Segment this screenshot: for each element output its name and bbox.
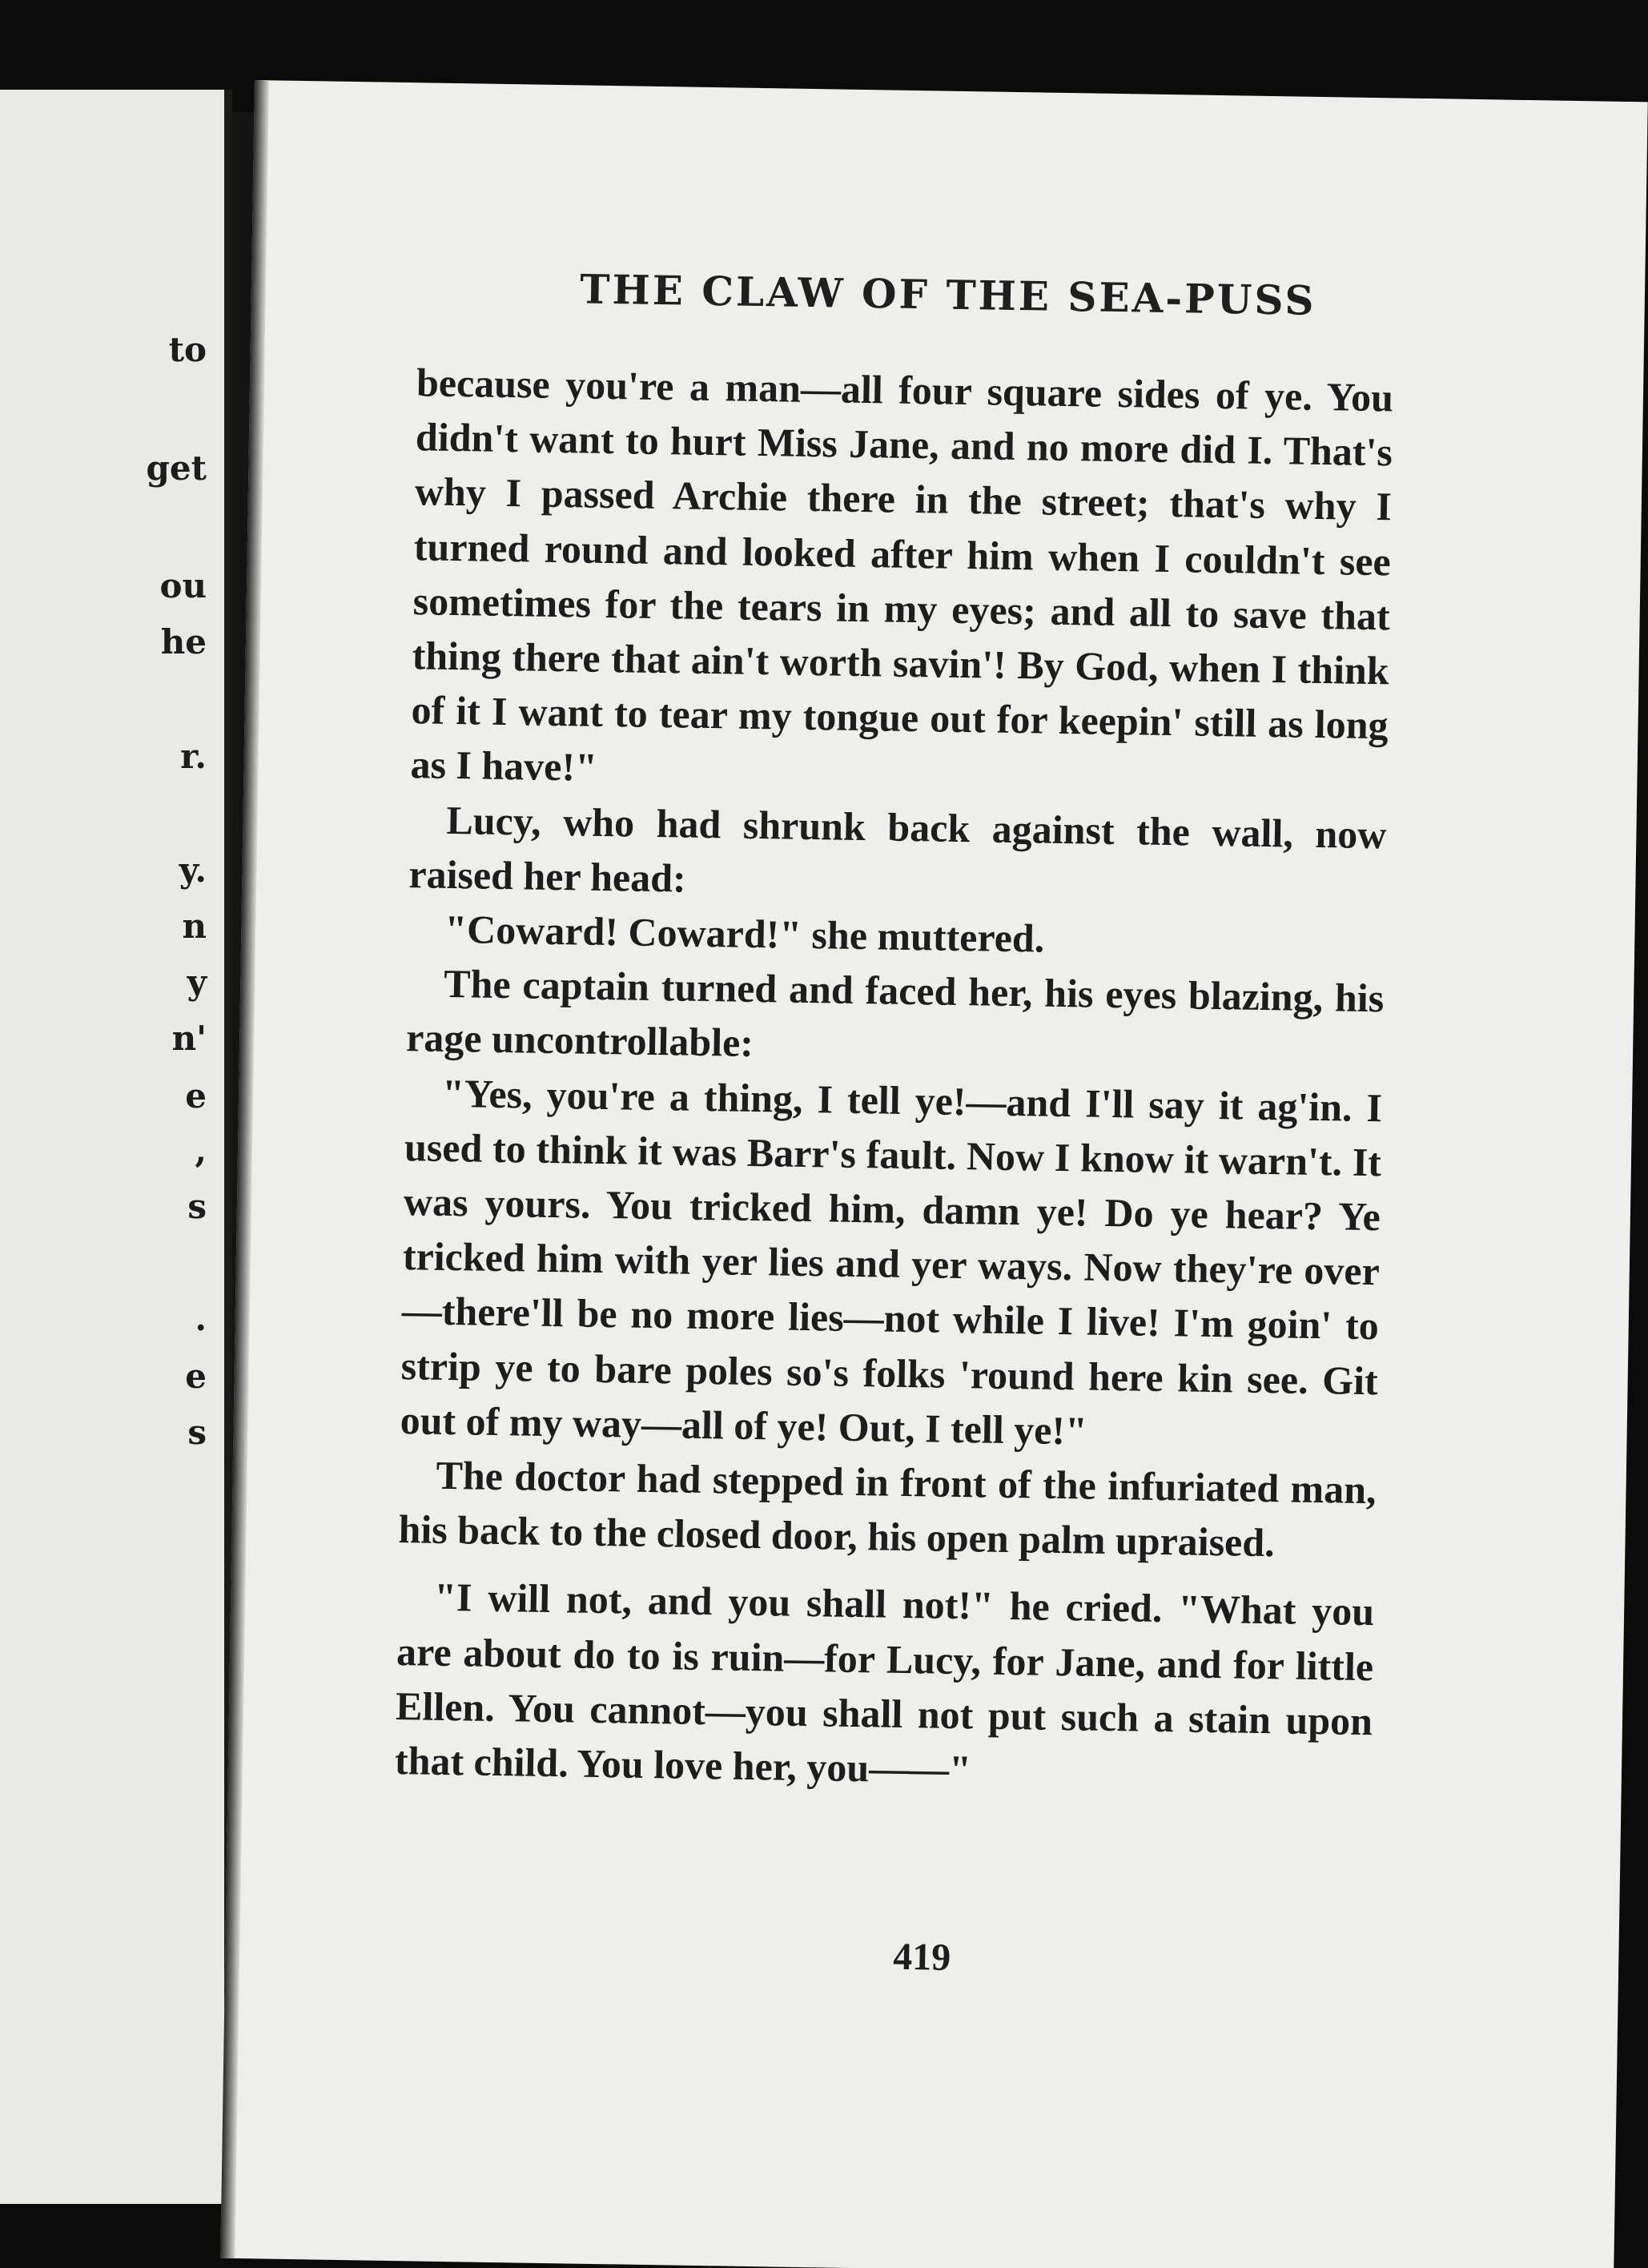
left-page-fragment: n	[182, 907, 207, 946]
left-page-fragment: .	[195, 1299, 207, 1338]
left-page-fragment: y.	[179, 850, 207, 890]
paragraph: because you're a man—all four square sides of ye. You didn't want to hurt Miss Jane, and no more did I. That's why I passed Archie there in the street; that's why I turned round and looked after him when I couldn't see sometimes for the tears in my eyes; and all to save that thing there that ain't worth savin'! By God, when I think of it I want to tear my tongue out for keepin' still as long as I have!"	[410, 360, 1394, 790]
paragraph: The captain turned and faced her, his eyes blazing, his rage uncontrollable:	[405, 961, 1385, 1066]
running-head: THE CLAW OF THE SEA-PUSS	[579, 265, 1316, 324]
paragraph: "Coward! Coward!" she muttered.	[444, 906, 1045, 961]
left-page-fragment: e	[185, 1076, 207, 1116]
page-number: 419	[892, 1935, 951, 1979]
left-page-fragment: ou	[159, 566, 207, 605]
paragraph: "Yes, you're a thing, I tell ye!—and I'll say it ag'in. I used to think it was Barr's fault. Now I know it warn't. It was yours. You tricked him, damn ye! Do ye hear? Ye tricked him with yer lies and yer ways. Now they're over—there'll be no more lies—not while I live! I'm goin' to strip ye to bare poles so's folks 'round here kin see. Git out of my way—all of ye! Out, I tell ye!"	[400, 1070, 1383, 1454]
paragraph: The doctor had stepped in front of the infuriated man, his back to the closed door, his open palm upraised.	[398, 1452, 1377, 1566]
left-page-fragment: he	[160, 622, 207, 662]
left-page-fragment: s	[187, 1413, 207, 1452]
left-page-fragment: e	[185, 1357, 207, 1396]
body-text	[395, 355, 1394, 1803]
left-page-fragment: r.	[180, 737, 207, 776]
left-page-fragment: n'	[171, 1019, 207, 1058]
left-page-fragment: y	[187, 963, 207, 1002]
paragraph: Lucy, who had shrunk back against the wall, now raised her head:	[408, 797, 1387, 901]
paragraph: "I will not, and you shall not!" he cried. "What you are about do to is ruin—for Lucy, for Jane, and for little Ellen. You cannot—you shall not put such a stain upon that child. You love her, you——"	[394, 1574, 1375, 1792]
left-page-edge	[0, 90, 232, 2204]
left-page-fragment: s	[187, 1187, 207, 1226]
left-page-fragment: get	[146, 448, 207, 488]
right-page	[220, 80, 1648, 2268]
left-page-fragment: ,	[195, 1131, 207, 1170]
left-page-fragment: to	[168, 330, 207, 369]
